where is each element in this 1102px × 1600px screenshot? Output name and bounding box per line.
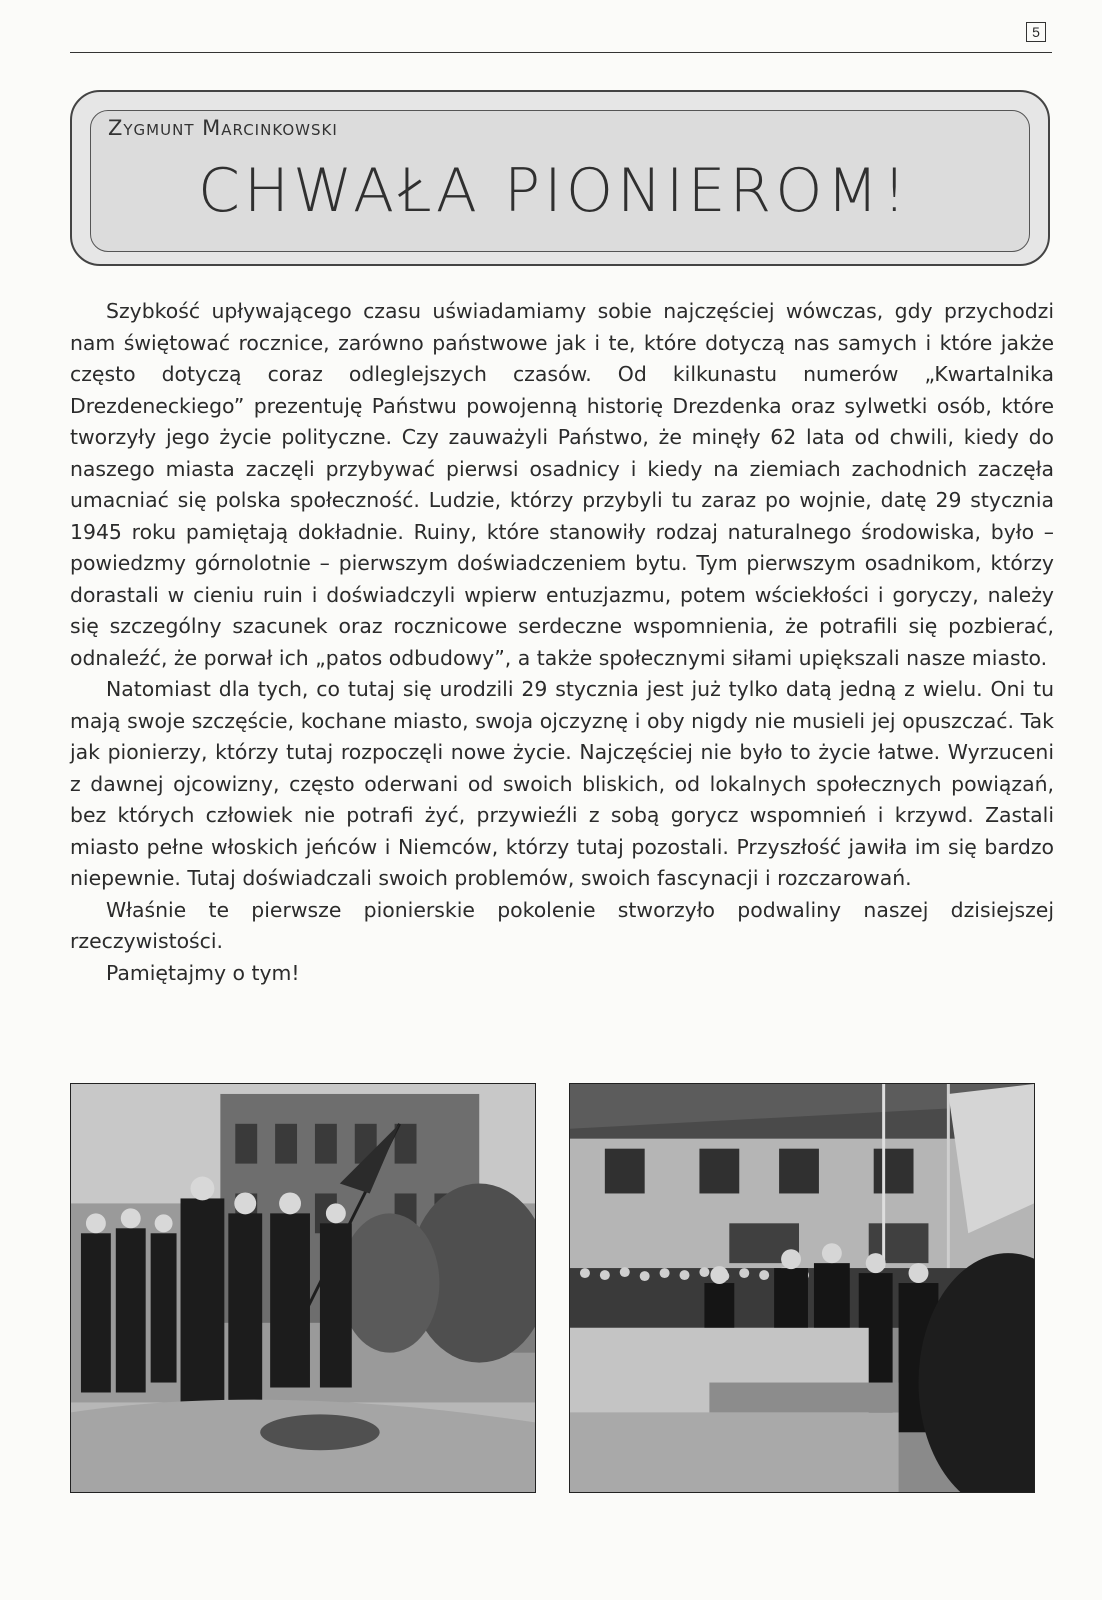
- article-paragraph: Natomiast dla tych, co tutaj się urodzili 29 stycznia jest już tylko datą jedną z wielu. Oni tu mają swoje szczęście, kochane miasto, swoja ojczyznę i oby nigdy nie musieli jej opuszczać. Tak jak pionierzy, którzy tutaj rozpoczęli nowe życie. Najczęściej nie było to życie łatwe. Wyrzuceni z dawnej ojcowizny, często oderwani od swoich bliskich, od lokalnych społecznych powiązań, bez których człowiek nie potrafi żyć, przywieźli z sobą gorycz wspomnień i krzywd. Zastali miasto pełne włoskich jeńców i Niemców, którzy tutaj pozostali. Przyszłość jawiła im się bardzo niepewnie. Tutaj doświadczali swoich problemów, swoich fascynacji i rozczarowań.: [70, 677, 1054, 890]
- author-name: Zygmunt Marcinkowski: [108, 116, 338, 140]
- photo-ceremony-crowd: [569, 1083, 1035, 1493]
- article-title: CHWAŁA PIONIEROM!: [198, 156, 911, 226]
- article-body: [70, 296, 1054, 989]
- photo-pioneers-flag: [70, 1083, 536, 1493]
- article-paragraph: Właśnie te pierwsze pionierskie pokolenie stworzyło podwaliny naszej dzisiejszej rzeczywistości.: [70, 897, 1054, 953]
- photo-ceremony-crowd-image: [570, 1084, 1034, 1492]
- article-paragraph: Szybkość upływającego czasu uświadamiamy sobie najczęściej wówczas, gdy przychodzi nam świętować rocznice, zarówno państwowe jak i te, które dotyczą nas samych i które jakże często dotyczą coraz odleglejszych czasów. Od kilkunastu numerów „Kwartalnika Drezdeneckiego” prezentuję Państwu powojenną historię Drezdenka oraz sylwetki osób, które tworzyły jego życie polityczne. Czy zauważyli Państwo, że minęły 62 lata od chwili, kiedy do naszego miasta zaczęli przybywać pierwsi osadnicy i kiedy na ziemiach zachodnich zaczęła umacniać się polska społeczność. Ludzie, którzy przybyli tu zaraz po wojnie, datę 29 stycznia 1945 roku pamiętają dokładnie. Ruiny, które stanowiły rodzaj naturalnego środowiska, było – powiedzmy górnolotnie – pierwszym doświadczeniem bytu. Tym pierwszym osadnikom, którzy dorastali w cieniu ruin i doświadczyli wpierw entuzjazmu, potem wściekłości i goryczy, należy się szczególny szacunek oraz rocznicowe serdeczne wspomnienia, że potrafili się pozbierać, odnaleźć, że porwał ich „patos odbudowy”, a także społecznymi siłami upiększali nasze miasto.: [70, 299, 1054, 670]
- header-rule: [70, 52, 1052, 53]
- article-paragraph: Pamiętajmy o tym!: [106, 960, 300, 985]
- page-number: 5: [1026, 22, 1046, 42]
- photo-pioneers-flag-image: [71, 1084, 535, 1492]
